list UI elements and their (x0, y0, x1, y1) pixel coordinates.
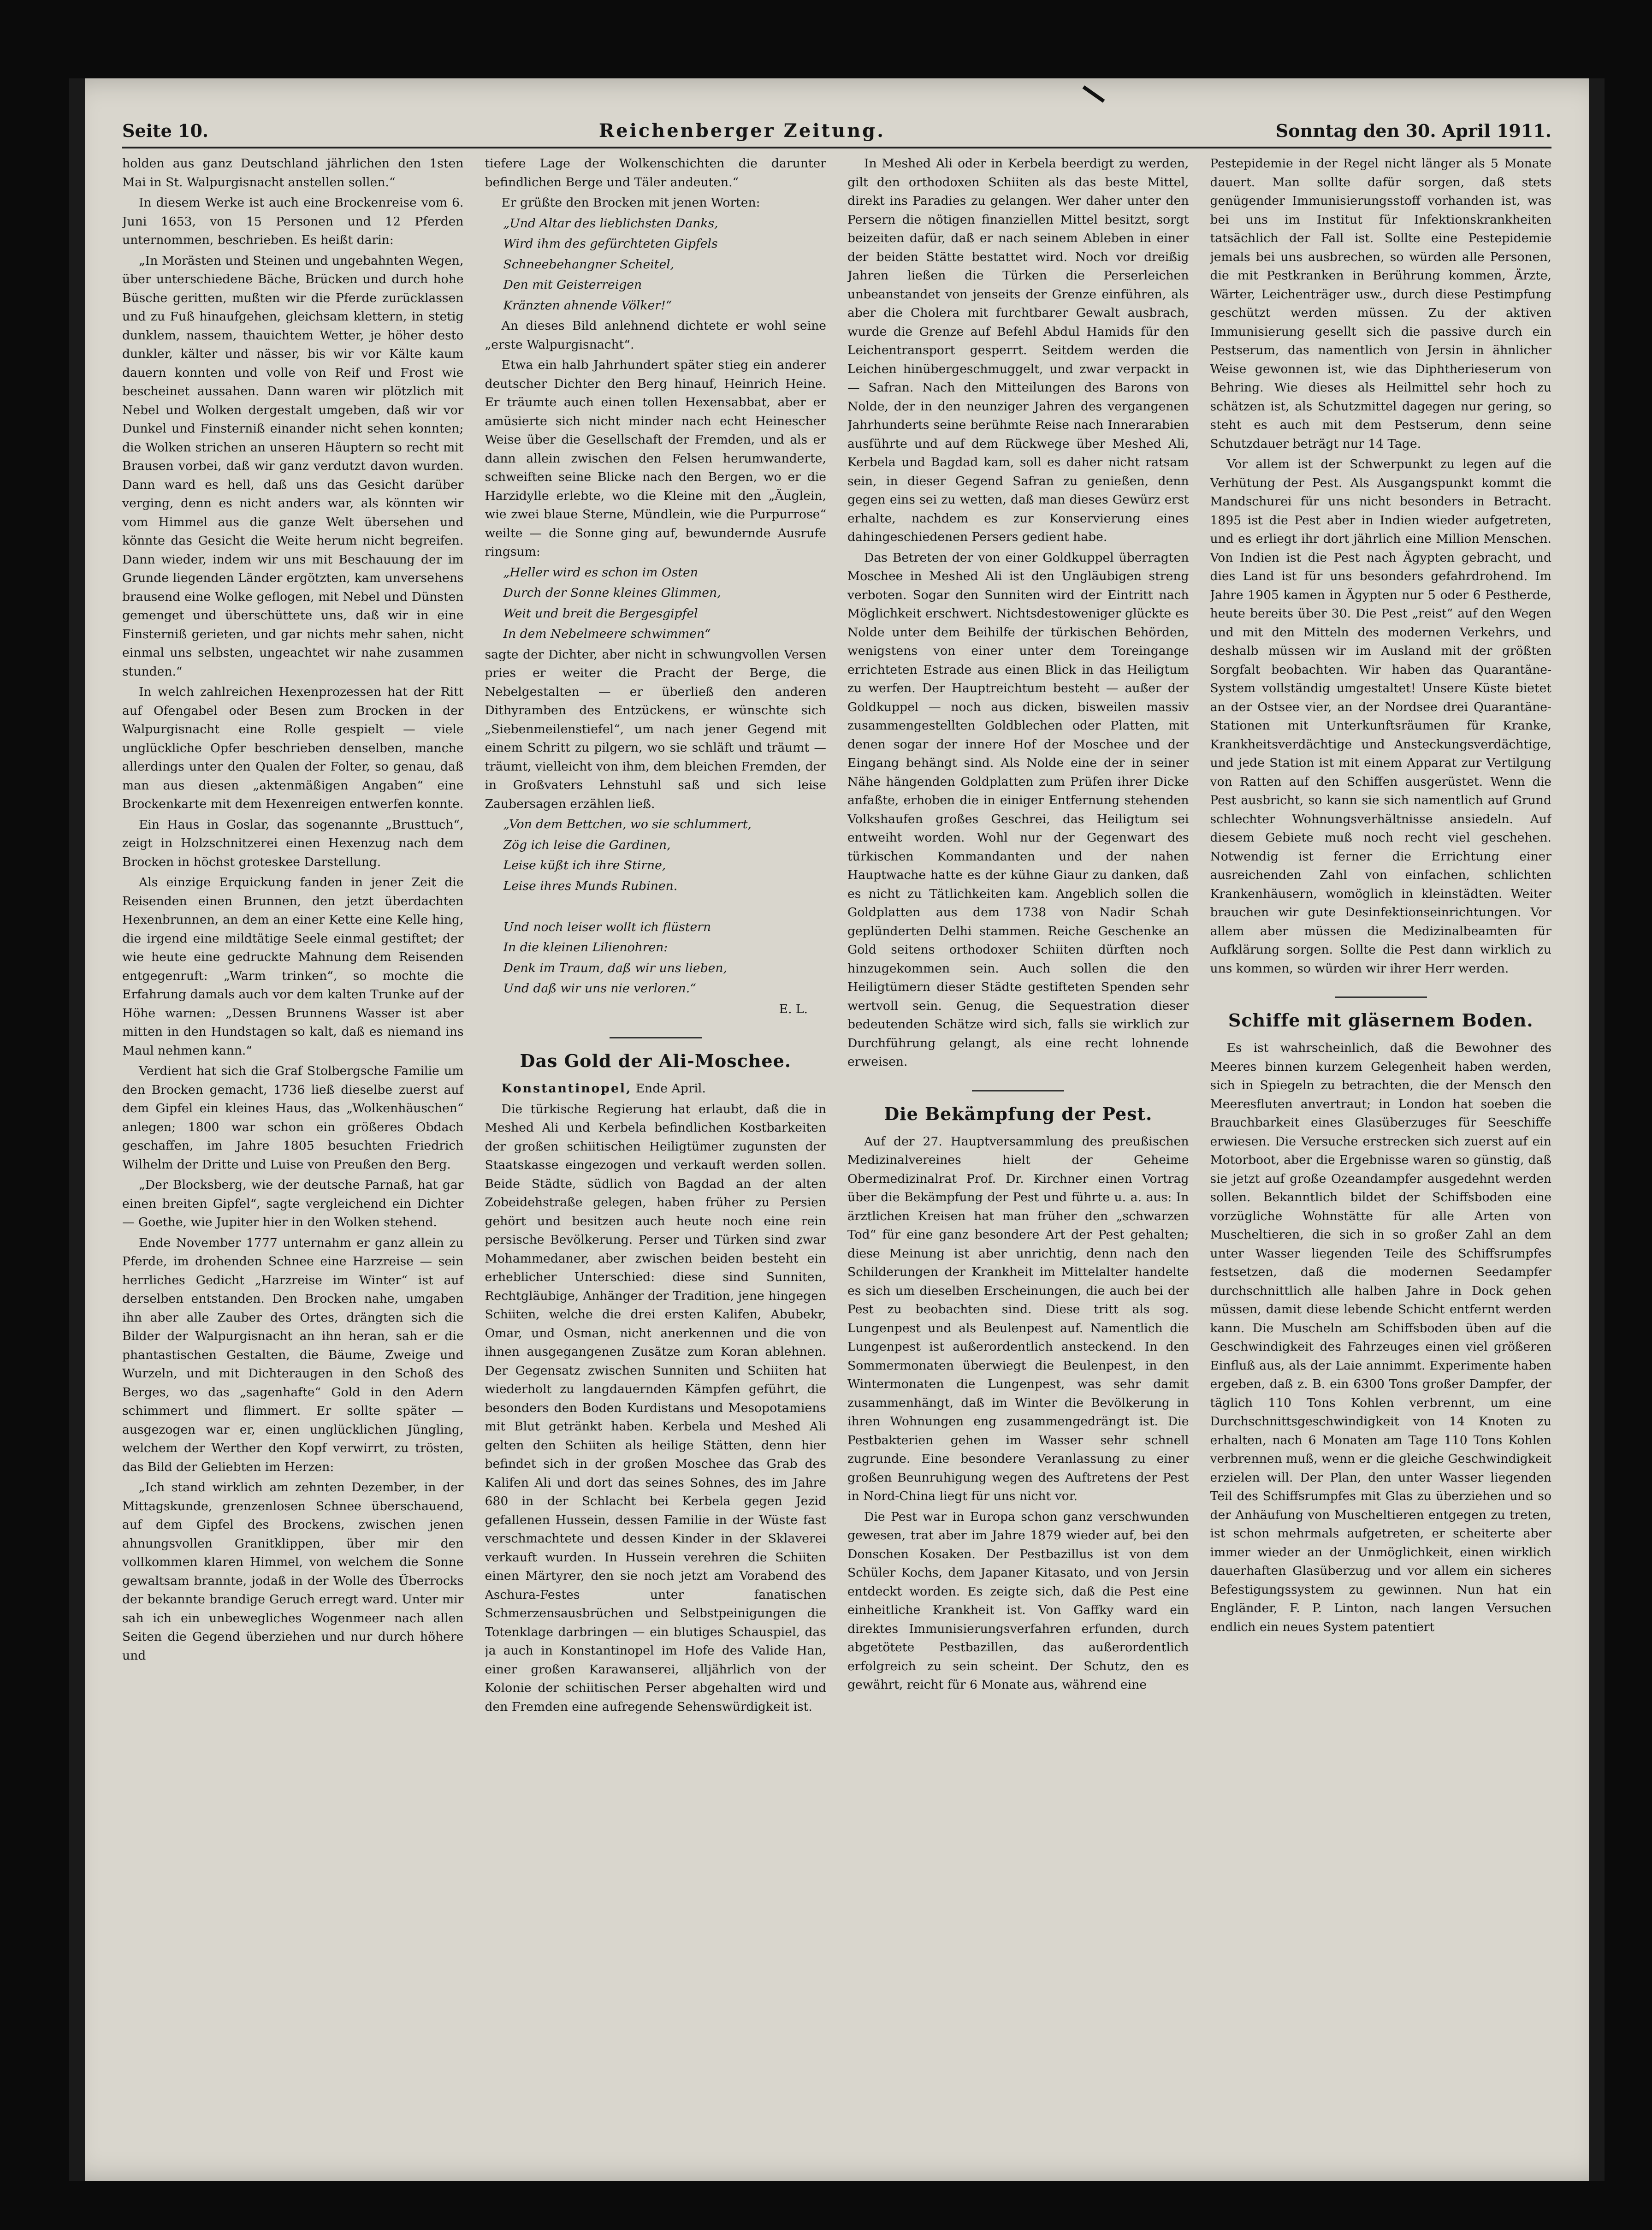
paragraph: Verdient hat sich die Graf Stolbergsche Familie um den Brocken gemacht, 1736 ließ dieselbe zuerst auf dem Gipfel ein kleines Haus, das „Wolkenhäuschen“ anlegen; 1800 war schon ein größeres Obdach geschaffen, im Jahre 1805 besuchten Friedrich Wilhelm der Dritte und Luise von Preußen den Berg. (122, 1064, 464, 1172)
verse-line: Durch der Sonne kleines Glimmen, (503, 586, 721, 600)
author-signature: E. L. (779, 1002, 808, 1016)
verse-line: In die kleinen Lilienohren: (503, 940, 668, 955)
paragraph: In Meshed Ali oder in Kerbela beerdigt zu werden, gilt den orthodoxen Schiiten als das beste Mittel, direkt ins Paradies zu gelangen. Wer daher unter den Persern die nötigen finanziellen Mittel besitzt, sorgt beizeiten dafür, daß er nach seinem Ableben in einer der beiden Stätte bestattet wird. Noch vor dreißig Jahren ließen die Türken die Perserleichen unbeanstandet von jenseits der Grenze einführen, als aber die Cholera mit furchtbarer Gewalt ausbrach, wurde die Grenze auf Befehl Abdul Hamids für den Leichentransport gesperrt. Seitdem werden die Leichen hinübergeschmuggelt, und zwar verpackt in — Safran. Nach den Mitteilungen des Barons von Nolde, der in den neunziger Jahren des vergangenen Jahrhunderts seine berühmte Reise nach Innerarabien ausführte und auf dem Rückwege über Meshed Ali, Kerbela und Bagdad kam, soll es daher nicht ratsam sein, in dieser Gegend Safran zu genießen, denn gegen eins sei zu wetten, daß man dieses Gewürz erst erhalte, nachdem es zur Konservierung eines dahingeschiedenen Persers gedient habe. (847, 156, 1189, 544)
verse-line: Schneebehangner Scheitel, (503, 257, 675, 272)
column-1 (122, 154, 464, 2172)
paragraph: „Der Blocksberg, wie der deutsche Parnaß, hat gar einen breiten Gipfel“, sagte vergleichend ein Dichter — Goethe, wie Jupiter hier in den Wolken stehend. (122, 1178, 464, 1229)
paragraph: In diesem Werke ist auch eine Brockenreise vom 6. Juni 1653, von 15 Personen und 12 Pferden unternommen, beschrieben. Es heißt darin: (122, 196, 464, 247)
section-divider (610, 1037, 702, 1038)
paragraph: „In Morästen und Steinen und ungebahnten Wegen, über unterschiedene Bäche, Brücken und durch hohe Büsche geritten, mußten wir die Pferde zurücklassen und zu Fuß hinaufgehen, gleichsam klettern, in stetig dunklem, nassem, thauichtem Wetter, je höher desto dunkler, kälter und nässer, bis wir vor Kälte kaum dauern konnten und volle von Reif und Frost wie bescheinet aussahen. Dann waren wir plötzlich mit Nebel und Wolken dergestalt umgeben, daß wir vor Dunkel und Finsterniß einander nicht sehen konnten; die Wolken strichen an unseren Häuptern so recht mit Brausen vorbei, daß wir ganz verdutzt davon wurden. Dann ward es hell, daß uns das Gesicht darüber verging, denn es nicht anders war, als könnten wir vom Himmel aus die ganze Welt übersehen und könnte das Gesicht die Weite herum nicht begreifen. Dann wieder, indem wir uns mit Beschauung der im Grunde liegenden Länder ergötzten, kam unversehens brausend eine Wolke geflogen, mit Nebel und Dünsten gemenget und überschüttete uns, daß wir in eine Finsterniß gerieten, und gar nichts mehr sahen, nicht einmal uns selbsten, ungeachtet wir nahe zusammen stunden.“ (122, 253, 464, 679)
column-4 (1210, 154, 1552, 2172)
verse-line: „Heller wird es schon im Osten (503, 565, 698, 580)
dateline (485, 1079, 827, 1098)
column-3 (847, 154, 1189, 2172)
verse-line: Den mit Geisterreigen (503, 278, 642, 292)
paragraph: Auf der 27. Hauptversammlung des preußischen Medizinalvereines hielt der Geheime Obermedizinalrat Prof. Dr. Kirchner einen Vortrag über die Bekämpfung der Pest und führte u. a. aus: In ärztlichen Kreisen hat man früher den „schwarzen Tod“ für eine ganz besondere Art der Pest gehalten; diese Meinung ist aber unrichtig, denn nach den Schilderungen der Krankheit im Mittelalter handelte es sich um dieselben Erscheinungen, die auch bei der Pest zu beobachten sind. Diese tritt als sog. Lungenpest und als Beulenpest auf. Namentlich die Lungenpest ist außerordentlich ansteckend. In den Sommermonaten überwiegt die Beulenpest, in den Wintermonaten die Lungenpest, was sehr damit zusammenhängt, daß im Winter die Bevölkerung in ihren Wohnungen eng zusammengedrängt ist. Die Pestbakterien gehen im Wasser sehr schnell zugrunde. Eine besondere Veranlassung zu einer großen Beunruhigung wegen des Auftretens der Pest in Nord-China liegt für uns nicht vor. (847, 1134, 1189, 1503)
verse-line: Weit und breit die Bergesgipfel (503, 606, 698, 621)
article-headline: Schiffe mit gläsernem Boden. (1228, 1010, 1534, 1031)
verse-line: Und daß wir uns nie verloren.“ (503, 981, 696, 996)
paragraph: Das Betreten der von einer Goldkuppel überragten Moschee in Meshed Ali ist den Ungläubigen streng verboten. Sogar den Sunniten wird der Eintritt nach Möglichkeit erschwert. Nichtsdestoweniger glückte es Nolde unter dem Beihilfe der türkischen Behörden, wenigstens von einer unter dem Toreingange errichteten Estrade aus einen Blick in das Heiligtum zu werfen. Der Hauptreichtum besteht — außer der Goldkuppel — noch aus dicken, bisweilen massiv zusammengestellten Goldblechen oder Platten, mit denen sogar der innere Hof der Moschee und der Eingang behängt sind. Als Nolde eine der in seiner Nähe hängenden Goldplatten zum Prüfen ihrer Dicke anfaßte, erhoben die in einiger Entfernung stehenden Volkshaufen großes Geschrei, das Heiligtum sei entweiht worden. Wohl nur der Gegenwart des türkischen Kommandanten und der nahen Hauptwache hatte es der kühne Giaur zu danken, daß es nicht zu Tätlichkeiten kam. Angeblich sollen die Goldplatten aus dem 1738 von Nadir Schah geplünderten Delhi stammen. Reiche Geschenke an Gold seitens orthodoxer Schiiten dürften noch hinzugekommen sein. Auch sollen die den Heiligtümern dieser Städte gestifteten Spenden sehr wertvoll sein. Genug, die Sequestration dieser bedeutenden Schätze wird sich, falls sie wirklich zur Durchführung gelangt, als eine recht lohnende erweisen. (847, 550, 1189, 1069)
page-right-edge (1589, 78, 1605, 2181)
paragraph: Vor allem ist der Schwerpunkt zu legen auf die Verhütung der Pest. Als Ausgangspunkt kommt die Mandschurei für uns nicht besonders in Betracht. 1895 ist die Pest aber in Indien wieder aufgetreten, und es erliegt ihr dort jährlich eine Million Menschen. Von Indien ist die Pest nach Ägypten gebracht, und dies Land ist für uns besonders gefahrdrohend. Im Jahre 1905 kamen in Ägypten nur 5 oder 6 Pestherde, heute bereits über 30. Die Pest „reist“ auf den Wegen und mit den Mitteln des modernen Verkehrs, und deshalb müssen wir im Ausland mit der größten Sorgfalt beobachten. Wir haben das Quarantäne-System vollständig umgestaltet! Unsere Küste bietet an der Ostsee vier, an der Nordsee drei Quarantäne-Stationen mit Unterkunftsräumen für Kranke, Krankheitsverdächtige und Ansteckungsverdächtige, und jede Station ist mit einem Apparat zur Vertilgung von Ratten auf den Schiffen ausgerüstet. Wenn die Pest ausbricht, so kann sie sich namentlich auf Grund schlechter Wohnungsverhältnisse ansiedeln. Auf diesem Gebiete muß noch recht viel geschehen. Notwendig ist ferner die Errichtung einer ausreichenden Zahl von einfachen, schlichten Krankenhäusern, womöglich in kleinstädten. Weiter brauchen wir gute Desinfektionseinrichtungen. Vor allem aber müssen die Medizinalbeamten für Aufklärung sorgen. Sollte die Pest dann wirklich zu uns kommen, so würden wir ihrer Herr werden. (1210, 457, 1551, 976)
paragraph: Er grüßte den Brocken mit jenen Worten: (501, 196, 760, 210)
paragraph: tiefere Lage der Wolkenschichten die darunter befindlichen Berge und Täler andeuten.“ (485, 156, 826, 190)
page-left-edge (69, 78, 85, 2181)
poem-stanza (485, 563, 827, 644)
paragraph: In welch zahlreichen Hexenprozessen hat der Ritt auf Ofengabel oder Besen zum Brocken in der Walpurgisnacht eine Rolle gespielt — viele unglückliche Opfer beschrieben denselben, manche allerdings unter den Qualen der Folter, so genau, daß man aus diesen „aktenmäßigen Angaben“ eine Brockenkarte mit dem Hexenreigen entwerfen konnte. (122, 685, 464, 811)
paragraph: Die Pest war in Europa schon ganz verschwunden gewesen, trat aber im Jahre 1879 wieder auf, bei den Donschen Kosaken. Der Pestbazillus ist von dem Schüler Kochs, dem Japaner Kitasato, und von Jersin entdeckt worden. Es zeigte sich, daß die Pest eine einheitliche Krankheit ist. Von Gaffky ward ein direktes Immunisierungsverfahren erfunden, durch abgetötete Pestbazillen, das außerordentlich erfolgreich zu sein scheint. Der Schutz, den es gewährt, reicht für 6 Monate aus, während eine (847, 1509, 1189, 1692)
verse-line: Zög ich leise die Gardinen, (503, 837, 671, 852)
paragraph: Etwa ein halb Jahrhundert später stieg ein anderer deutscher Dichter den Berg hinauf, Heinrich Heine. Er träumte auch einen tollen Hexensabbat, aber er amüsierte sich nicht minder nach echt Heinescher Weise über die Gesellschaft der Fremden, und als er dann allein zwischen den Felsen herumwanderte, schweiften seine Blicke nach den Bergen, wo er die Harzidylle erlebte, wo die Kleine mit den „Äuglein, wie zwei blaue Sterne, Mündlein, wie die Purpurrose“ weilte — die Sonne ging auf, bewundernde Ausrufe ringsum: (485, 358, 826, 559)
newspaper-title: Reichenberger Zeitung. (598, 119, 886, 142)
verse-line: In dem Nebelmeere schwimmen“ (503, 627, 711, 641)
paragraph: Die türkische Regierung hat erlaubt, daß die in Meshed Ali und Kerbela befindlichen Kostbarkeiten der großen schiitischen Heiligtümer zugunsten der Staatskasse eingezogen und verkauft werden sollen. Beide Städte, südlich von Bagdad an der alten Zobeidehstraße gelegen, haben früher zu Persien gehört und besitzen auch heute noch eine rein persische Bevölkerung. Perser und Türken sind zwar Mohammedaner, aber zwischen beiden besteht ein erheblicher Unterschied: diese sind Sunniten, Rechtgläubige, Anhänger der Tradition, jene hingegen Schiiten, welche die drei ersten Kalifen, Abubekr, Omar, und Osman, nicht anerkennen und die von ihnen ausgegangenen Zusätze zum Koran ablehnen. Der Gegensatz zwischen Sunniten und Schiiten hat wiederholt zu langdauernden Kämpfen geführt, die besonders den Boden Kurdistans und Mesopotamiens mit Blut getränkt haben. Kerbela und Meshed Ali gelten den Schiiten als heilige Stätten, denn hier befindet sich in der großen Moschee das Grab des Kalifen Ali und dort das seines Sohnes, des im Jahre 680 in der Schlacht bei Kerbela gegen Jezid gefallenen Hussein, dessen Familie in der Wüste fast verschmachtete und dessen Kinder in der Sklaverei verkauft wurden. In Hussein verehren die Schiiten einen Märtyrer, den sie noch jetzt am Vorabend des Aschura-Festes unter fanatischen Schmerzensausbrüchen und Selbstpeinigungen die Totenklage darbringen — ein blutiges Schauspiel, das ja auch in Konstantinopel im Hofe des Valide Han, einer großen Karawanserei, alljährlich von der Kolonie der schiitischen Perser abgehalten wird und den Fremden eine aufregende Sehenswürdigkeit ist. (485, 1102, 826, 1714)
poem-stanza (485, 815, 827, 998)
verse-line: Leise ihres Munds Rubinen. (503, 878, 678, 893)
section-divider (1335, 996, 1427, 998)
page-number: Seite 10. (122, 120, 209, 141)
poem-stanza (485, 214, 827, 315)
section-divider (972, 1090, 1064, 1091)
paragraph: Pestepidemie in der Regel nicht länger als 5 Monate dauert. Man sollte dafür sorgen, daß stets genügender Immunisierungsstoff vorhanden ist, was bei uns im Institut für Infektionskrankheiten tatsächlich der Fall ist. Sollte eine Pestepidemie jemals bei uns ausbrechen, so würden alle Personen, die mit Pestkranken in Berührung kommen, Ärzte, Wärter, Leichenträger usw., durch diese Pestimpfung geschützt werden müssen. Zu der aktiven Immunisierung gesellt sich die passive durch ein Pestserum, das namentlich von Jersin in ähnlicher Weise gewonnen ist, wie das Diphtherieserum von Behring. Wie dieses als Heilmittel sehr hoch zu schätzen ist, als Schutzmittel dagegen nur gering, so steht es auch mit dem Pestserum, denn seine Schutzdauer beträgt nur 14 Tage. (1210, 156, 1551, 451)
article-headline: Das Gold der Ali-Moschee. (520, 1050, 791, 1071)
article-headline: Die Bekämpfung der Pest. (884, 1103, 1153, 1124)
newspaper-page (69, 78, 1605, 2181)
verse-line: Kränzten ahnende Völker!“ (503, 298, 672, 313)
verse-line: „Und Altar des lieblichsten Danks, (503, 216, 718, 231)
verse-line: Denk im Traum, daß wir uns lieben, (503, 961, 727, 975)
paragraph: „Ich stand wirklich am zehnten Dezember, in der Mittagskunde, grenzenlosen Schnee überschauend, auf dem Gipfel des Brockens, zwischen jenen ahnungsvollen Granitklippen, über mir den vollkommen klaren Himmel, von welchem die Sonne gewaltsam brannte, jodaß in der Wolle des Überrocks der bekannte brandige Geruch erregt ward. Unter mir sah ich ein unbewegliches Wogenmeer nach allen Seiten die Gegend überziehen und nur durch höhere und (122, 1480, 464, 1663)
paragraph: Ende November 1777 unternahm er ganz allein zu Pferde, im drohenden Schnee eine Harzreise — sein herrliches Gedicht „Harzreise im Winter“ ist auf derselben entstanden. Den Brocken nahe, umgaben ihn aber alle Zauber des Ortes, drängten sich die Bilder der Walpurgisnacht an ihn heran, sah er die phantastischen Gestalten, die Bäume, Zweige und Wurzeln, und mit Dichteraugen in den Schoß des Berges, wo das „sagenhafte“ Gold in den Adern schimmert und flimmert. Er sollte später — ausgezogen war er, einen unglücklichen Jüngling, welchem der Werther den Kopf verwirrt, zu trösten, das Bild der Geliebten im Herzen: (122, 1235, 464, 1474)
column-2 (485, 154, 827, 2172)
paragraph: An dieses Bild anlehnend dichtete er wohl seine „erste Walpurgisnacht“. (485, 319, 826, 352)
text-columns (122, 154, 1551, 2172)
paragraph: holden aus ganz Deutschland jährlichen den 1sten Mai in St. Walpurgisnacht anstellen sollen.“ (122, 156, 464, 190)
verse-line: Leise küßt ich ihre Stirne, (503, 858, 666, 872)
verse-line: „Von dem Bettchen, wo sie schlummert, (503, 817, 752, 831)
paragraph: Als einzige Erquickung fanden in jener Zeit die Reisenden einen Brunnen, den jetzt überdachten Hexenbrunnen, an dem an einer Kette eine Kelle hing, die irgend eine mildtätige Seele einmal gestiftet; der wie heute eine gedruckte Mahnung dem Reisenden entgegenruft: „Warm trinken“, so mochte die Erfahrung damals auch vor dem kalten Trunke auf der Höhe warnen: „Dessen Brunnens Wasser ist aber mitten in den Hundstagen so kalt, daß es niemand ins Maul nehmen kann.“ (122, 875, 464, 1058)
page-header (122, 114, 1551, 148)
verse-line: Und noch leiser wollt ich flüstern (503, 919, 711, 934)
verse-line: Wird ihm des gefürchteten Gipfels (503, 237, 718, 251)
ink-mark (1083, 85, 1105, 103)
dateline-city: Konstantinopel, (501, 1081, 632, 1096)
paragraph: Es ist wahrscheinlich, daß die Bewohner des Meeres binnen kurzem Gelegenheit haben werden, sich in Spiegeln zu betrachten, die der Mensch den Meeresfluten anvertraut; in London hat soeben die Brauchbarkeit eines Glasüberzuges für Seeschiffe erwiesen. Die Versuche erstrecken sich zuerst auf ein Motorboot, aber die Ergebnisse waren so günstig, daß sie jetzt auf große Ozeandampfer ausgedehnt werden sollen. Bekanntlich bildet der Schiffsboden eine vorzügliche Wohnstätte für alle Arten von Muscheltieren, die sich in so großer Zahl an dem unter Wasser liegenden Teile des Schiffsrumpfes festsetzen, daß die modernen Seedampfer durchschnittlich alle halben Jahre in Dock gehen müssen, damit diese lebende Schicht entfernt werden kann. Die Muscheln am Schiffsboden üben auf die Geschwindigkeit des Fahrzeuges einen viel größeren Einfluß aus, als der Laie annimmt. Experimente haben ergeben, daß z. B. ein 6300 Tons großer Dampfer, der täglich 110 Tons Kohlen verbrennt, um eine Durchschnittsgeschwindigkeit von 14 Knoten zu erhalten, nach 6 Monaten am Tage 110 Tons Kohlen verbrennen muß, wenn er die gleiche Geschwindigkeit erzielen will. Der Plan, den unter Wasser liegenden Teil des Schiffsrumpfes mit Glas zu überziehen und so der Anhäufung von Muscheltieren entgegen zu treten, ist schon mehrmals aufgetreten, er scheiterte aber immer wieder an der Unmöglichkeit, einen wirklich dauerhaften Glasüberzug und vor allem ein sicheres Befestigungssystem zu gewinnen. Nun hat ein Engländer, F. P. Linton, nach langen Versuchen endlich ein neues System patentiert (1210, 1041, 1551, 1634)
paragraph: sagte der Dichter, aber nicht in schwungvollen Versen pries er weiter die Pracht der Berge, die Nebelgestalten — er überließ den anderen Dithyramben des Entzückens, er wünschte sich „Siebenmeilenstiefel“, um nach jener Gegend mit einem Schritt zu pilgern, wo sie schläft und träumt — träumt, vielleicht von ihm, dem bleichen Fremden, der in Großvaters Lehnstuhl saß und sich leise Zaubersagen erzählen ließ. (485, 647, 826, 811)
issue-date: Sonntag den 30. April 1911. (1275, 120, 1551, 141)
dateline-date: Ende April. (635, 1081, 706, 1096)
paragraph: Ein Haus in Goslar, das sogenannte „Brusttuch“, zeigt in Holzschnitzerei einen Hexenzug nach dem Brocken in höchst groteskee Darstellung. (122, 817, 464, 869)
verse-line (503, 897, 827, 916)
